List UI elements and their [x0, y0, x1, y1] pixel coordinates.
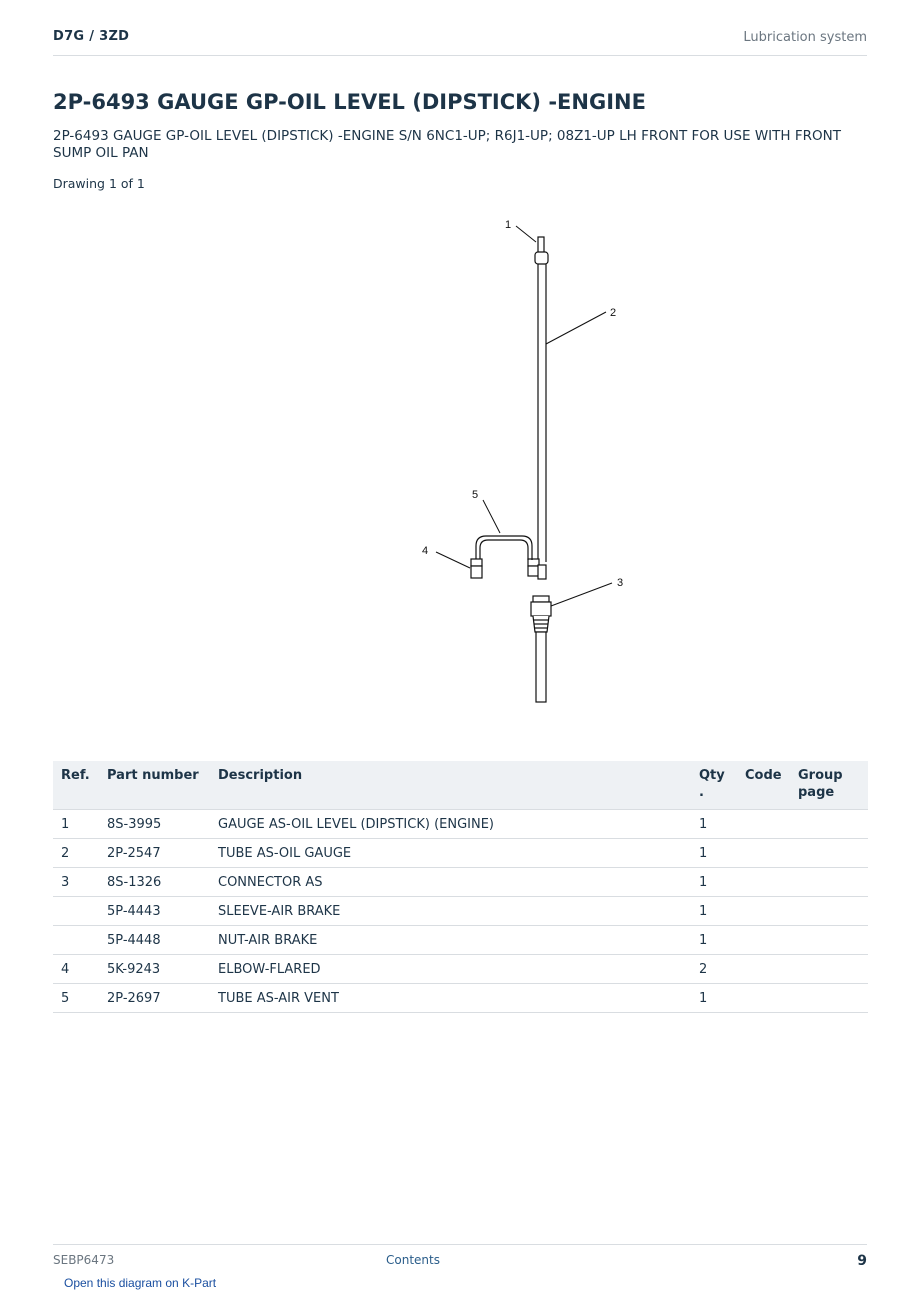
cell-qty: 1: [691, 868, 737, 897]
elbow-nut: [471, 559, 482, 566]
connector-hex: [531, 602, 551, 616]
page-subtitle: 2P-6493 GAUGE GP-OIL LEVEL (DIPSTICK) -ENGINE S/N 6NC1-UP; R6J1-UP; 08Z1-UP LH FRONT FOR USE WITH FRONT SUMP OIL PAN: [53, 128, 841, 161]
header-group-line1: Group: [798, 768, 843, 783]
table-row: [53, 984, 868, 1013]
header-ref: Ref.: [53, 761, 99, 810]
contents-link[interactable]: Contents: [386, 1253, 440, 1267]
callout-1: 1: [505, 219, 512, 231]
table-row: [53, 926, 868, 955]
footer-divider: [53, 1244, 867, 1245]
table-header-row: [53, 761, 868, 810]
header-group-page: [790, 761, 868, 810]
model-breadcrumb: D7G / 3ZD: [53, 29, 130, 44]
cell-description: CONNECTOR AS: [210, 868, 691, 897]
section-name: Lubrication system: [743, 30, 867, 45]
cell-ref: 1: [53, 810, 99, 839]
cell-group-page: [790, 984, 868, 1013]
cell-ref: 5: [53, 984, 99, 1013]
elbow-body: [471, 566, 482, 578]
cell-qty: 1: [691, 984, 737, 1013]
cell-group-page: [790, 868, 868, 897]
page-title: 2P-6493 GAUGE GP-OIL LEVEL (DIPSTICK) -ENGINE: [53, 90, 646, 114]
cell-part-number: 8S-3995: [99, 810, 210, 839]
header-description: Description: [210, 761, 691, 810]
header-group-line2: page: [798, 785, 835, 800]
table-row: [53, 839, 868, 868]
cell-group-page: [790, 926, 868, 955]
leader-1: [516, 226, 536, 242]
cell-ref: 2: [53, 839, 99, 868]
header-divider: [53, 55, 867, 56]
cell-description: SLEEVE-AIR BRAKE: [210, 897, 691, 926]
cell-group-page: [790, 897, 868, 926]
callout-2: 2: [610, 307, 617, 319]
callout-5: 5: [472, 489, 479, 501]
table-row: [53, 868, 868, 897]
parts-diagram: [0, 200, 920, 730]
document-code: SEBP6473: [53, 1253, 115, 1267]
cell-ref: 4: [53, 955, 99, 984]
cell-qty: 1: [691, 839, 737, 868]
cell-group-page: [790, 955, 868, 984]
cell-group-page: [790, 810, 868, 839]
cell-description: ELBOW-FLARED: [210, 955, 691, 984]
tube-connector-collar: [538, 565, 546, 579]
cell-part-number: 2P-2547: [99, 839, 210, 868]
tube-fitting-nut: [528, 559, 539, 566]
header-qty-line1: Qty: [699, 768, 725, 783]
parts-table: [53, 761, 868, 1013]
leader-5: [483, 500, 500, 533]
cell-qty: 1: [691, 810, 737, 839]
cell-description: NUT-AIR BRAKE: [210, 926, 691, 955]
cell-description: GAUGE AS-OIL LEVEL (DIPSTICK) (ENGINE): [210, 810, 691, 839]
cell-code: [737, 984, 790, 1013]
leader-4: [436, 552, 470, 568]
table-row: [53, 955, 868, 984]
cell-part-number: 5P-4448: [99, 926, 210, 955]
dipstick-illustration: [0, 200, 920, 730]
callout-4: 4: [422, 545, 429, 557]
header-part-number: Part number: [99, 761, 210, 810]
cell-part-number: 8S-1326: [99, 868, 210, 897]
cell-code: [737, 839, 790, 868]
cell-code: [737, 926, 790, 955]
callout-3: 3: [617, 577, 624, 589]
header-qty: [691, 761, 737, 810]
cell-part-number: 2P-2697: [99, 984, 210, 1013]
lower-tube: [536, 632, 546, 702]
cell-qty: 1: [691, 926, 737, 955]
table-row: [53, 897, 868, 926]
page-number: 9: [857, 1253, 867, 1269]
dipstick-cap: [535, 252, 548, 264]
cell-description: TUBE AS-OIL GAUGE: [210, 839, 691, 868]
connector-nut-top: [533, 596, 549, 602]
cell-ref: [53, 897, 99, 926]
cell-qty: 1: [691, 897, 737, 926]
cell-ref: 3: [53, 868, 99, 897]
table-row: [53, 810, 868, 839]
header-qty-line2: .: [699, 785, 704, 800]
cell-code: [737, 868, 790, 897]
cell-qty: 2: [691, 955, 737, 984]
dipstick-handle: [538, 237, 544, 253]
header-code: Code: [737, 761, 790, 810]
cell-code: [737, 810, 790, 839]
leader-2: [546, 312, 606, 344]
cell-part-number: 5K-9243: [99, 955, 210, 984]
cell-code: [737, 955, 790, 984]
cell-description: TUBE AS-AIR VENT: [210, 984, 691, 1013]
cell-code: [737, 897, 790, 926]
drawing-label: Drawing 1 of 1: [53, 176, 145, 191]
open-kpart-link[interactable]: Open this diagram on K-Part: [64, 1276, 217, 1290]
cell-ref: [53, 926, 99, 955]
vent-tube-inner: [480, 540, 528, 560]
cell-part-number: 5P-4443: [99, 897, 210, 926]
leader-3: [551, 583, 612, 606]
cell-group-page: [790, 839, 868, 868]
